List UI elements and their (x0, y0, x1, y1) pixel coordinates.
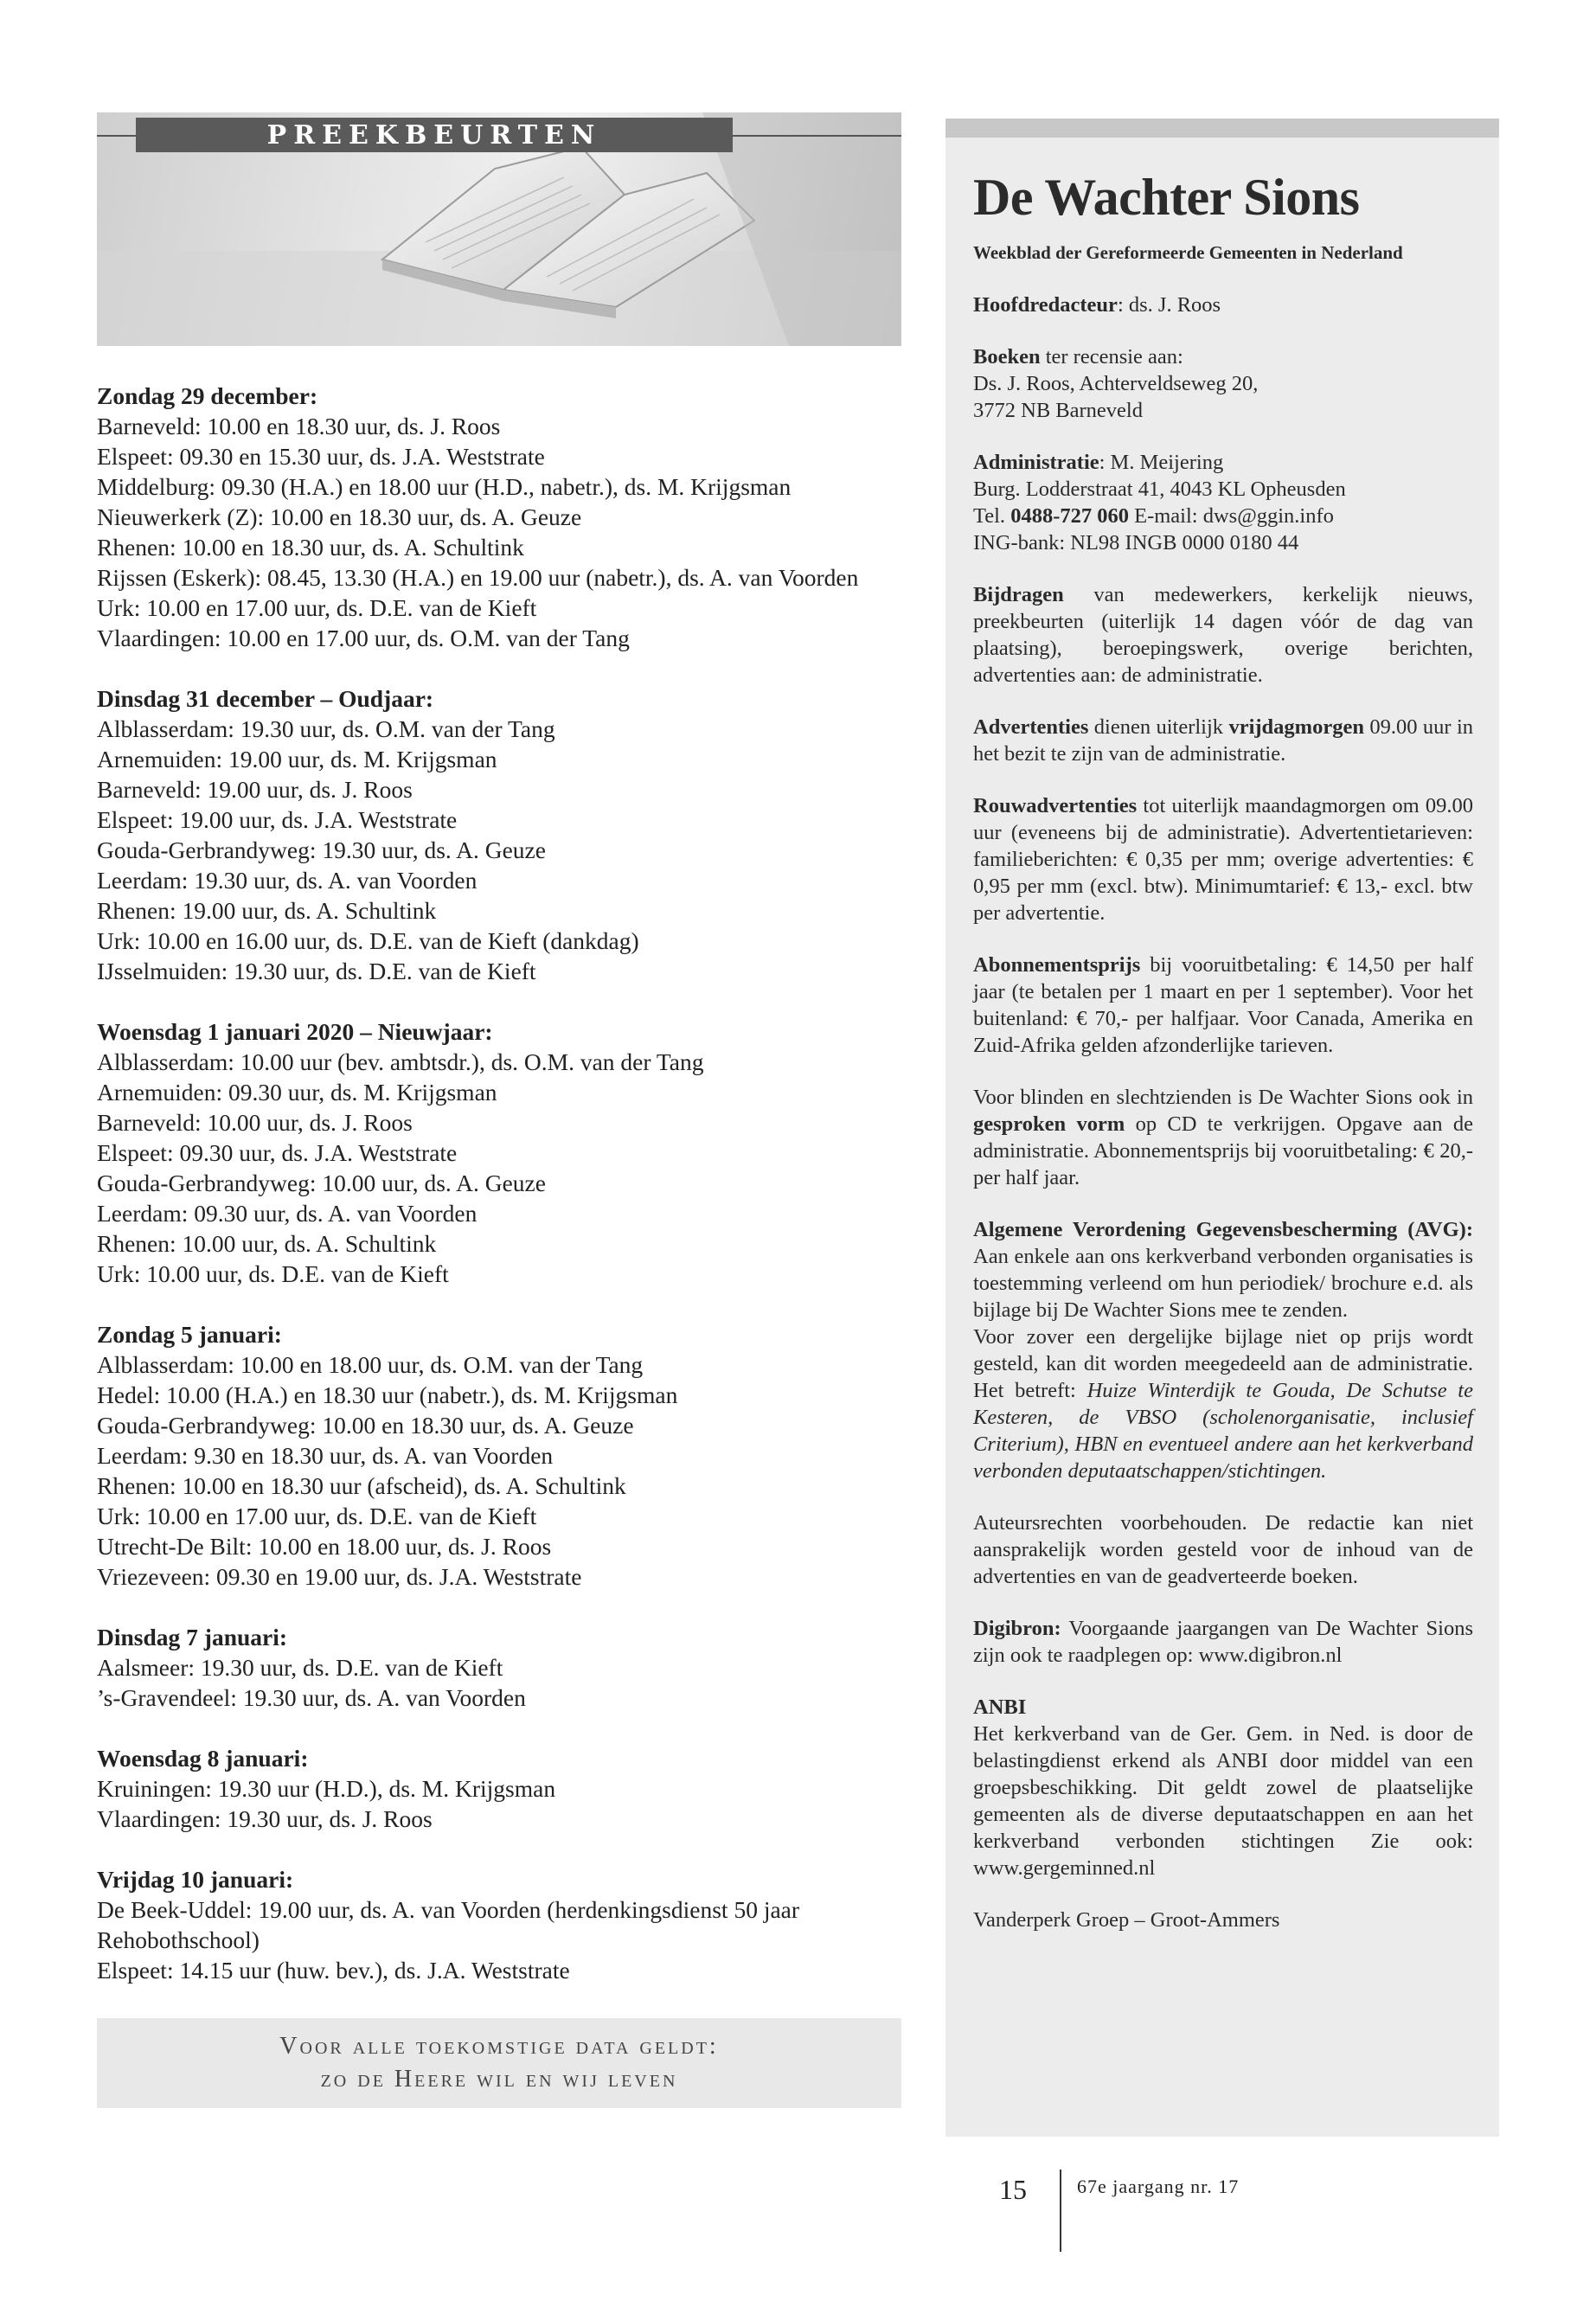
schedule-entry: Elspeet: 14.15 uur (huw. bev.), ds. J.A. Weststrate (97, 1957, 570, 1984)
editor-value: : ds. J. Roos (1117, 293, 1221, 317)
schedule-day-title: Zondag 5 januari: (97, 1321, 282, 1348)
schedule-day-title: Woensdag 1 januari 2020 – Nieuwjaar: (97, 1018, 493, 1045)
masthead-title: De Wachter Sions (973, 169, 1360, 226)
books-value: ter recensie aan: (1040, 345, 1183, 369)
schedule-entry: Leerdam: 09.30 uur, ds. A. van Voorden (97, 1200, 478, 1227)
schedule-day (97, 1743, 901, 1834)
avg-organisations: Huize Winterdijk te Gouda, De Schutse te Kesteren, de VBSO (scholenorganisatie, inclusief Criterium), HBN en eventueel andere aan het kerkverband verbonden deputaatschappen/stichtingen. (973, 1379, 1473, 1483)
schedule-day (97, 1622, 901, 1713)
schedule-entry: Rhenen: 10.00 en 18.30 uur, ds. A. Schultink (97, 534, 524, 561)
schedule-entry: Middelburg: 09.30 (H.A.) en 18.00 uur (H.D., nabetr.), ds. M. Krijgsman (97, 473, 792, 500)
closing-note-box (97, 2018, 901, 2108)
schedule-entry: Aalsmeer: 19.30 uur, ds. D.E. van de Kieft (97, 1654, 503, 1681)
schedule-entry: Vlaardingen: 19.30 uur, ds. J. Roos (97, 1805, 433, 1832)
copyright-info: Auteursrechten voorbehouden. De redactie kan niet aansprakelijk worden gesteld voor de inhoud van de advertenties en van de geadverteerde boeken. (973, 1511, 1473, 1588)
schedule-entry: Utrecht-De Bilt: 10.00 en 18.00 uur, ds. J. Roos (97, 1533, 552, 1560)
books-info (973, 343, 1473, 424)
schedule-entry: Gouda-Gerbrandyweg: 10.00 en 18.30 uur, ds. A. Geuze (97, 1412, 634, 1439)
editor-info (973, 292, 1473, 318)
issue-label: 67e jaargang nr. 17 (1077, 2176, 1240, 2197)
schedule-day-title: Dinsdag 31 december – Oudjaar: (97, 685, 434, 712)
ads-text-2: 09.00 uur in het bezit te zijn van de administratie. (973, 715, 1474, 766)
admin-address: Burg. Lodderstraat 41, 4043 KL Opheusden (973, 478, 1346, 501)
avg-text-2 (973, 1324, 1473, 1484)
admin-value: : M. Meijering (1099, 451, 1224, 474)
schedule-entry: Alblasserdam: 10.00 uur (bev. ambtsdr.), ds. O.M. van der Tang (97, 1048, 704, 1075)
schedule-day (97, 1016, 901, 1289)
books-address-1: Ds. J. Roos, Achterveldseweg 20, (973, 372, 1259, 395)
left-column (97, 112, 901, 2108)
printer-info: Vanderperk Groep – Groot-Ammers (973, 1908, 1280, 1932)
books-address-2: 3772 NB Barneveld (973, 399, 1143, 422)
tel-label: Tel. (973, 504, 1011, 528)
schedule-entry: Alblasserdam: 19.30 uur, ds. O.M. van der Tang (97, 715, 555, 742)
admin-contact (973, 503, 1473, 529)
preekbeurten-banner (97, 112, 901, 346)
schedule-day-title: Zondag 29 december: (97, 382, 318, 409)
blind-bold: gesproken vorm (973, 1112, 1125, 1136)
schedule-day (97, 683, 901, 986)
page-footer-divider (1060, 2170, 1061, 2252)
schedule-entry: Rhenen: 10.00 en 18.30 uur (afscheid), ds. A. Schultink (97, 1472, 626, 1499)
schedule-entry: Leerdam: 19.30 uur, ds. A. van Voorden (97, 867, 478, 894)
schedule-entry: ’s-Gravendeel: 19.30 uur, ds. A. van Voorden (97, 1684, 526, 1711)
schedule-entry: Urk: 10.00 en 16.00 uur, ds. D.E. van de Kieft (dankdag) (97, 927, 639, 954)
digibron-info (973, 1615, 1473, 1669)
schedule-entry: Elspeet: 19.00 uur, ds. J.A. Weststrate (97, 806, 458, 833)
anbi-text: Het kerkverband van de Ger. Gem. in Ned. is door de belastingdienst erkend als ANBI door middel van een groepsbeschikking. Dit geldt zowel de plaatselijke gemeenten als de diverse deputaatschappen en aan het kerkverband verbonden stichtingen Zie ook: www.gergeminned.nl (973, 1722, 1473, 1880)
subscription-info (973, 952, 1473, 1059)
sub-text: bij vooruitbetaling: € 14,50 per half jaar (te betalen per 1 maart en per 1 september). Voor het buitenland: € 70,- per halfjaar. Voor Canada, Amerika en Zuid-Afrika gelden afzonderlijke tarieven. (973, 953, 1473, 1057)
schedule-day-title: Woensdag 8 januari: (97, 1745, 309, 1772)
mourning-ads-info (973, 792, 1473, 926)
schedule-entry: De Beek-Uddel: 19.00 uur, ds. A. van Voorden (herdenkingsdienst 50 jaar (97, 1896, 800, 1923)
section-title: PREEKBEURTEN (136, 118, 733, 152)
schedule-day-title: Dinsdag 7 januari: (97, 1624, 288, 1650)
schedule-entry: Vlaardingen: 10.00 en 17.00 uur, ds. O.M. van der Tang (97, 625, 630, 651)
mourn-text: tot uiterlijk maandagmorgen om 09.00 uur (eveneens bij de administratie). Advertentietarieven: familieberichten: € 0,35 per mm; overige advertenties: € 0,95 per mm (excl. btw). Minimumtarief: € 13,- excl. btw per advertentie. (973, 794, 1473, 925)
admin-info (973, 449, 1473, 556)
audio-edition-info (973, 1084, 1473, 1191)
admin-label: Administratie (973, 451, 1099, 474)
contrib-text: van medewerkers, kerkelijk nieuws, preekbeurten (uiterlijk 14 dagen vóór de dag van plaatsing), beroepingswerk, overige berichten, advertenties aan: de administratie. (973, 583, 1473, 687)
colophon-panel (945, 119, 1499, 2137)
blind-text-2: op CD te verkrijgen. Opgave aan de administratie. Abonnementsprijs bij vooruitbetaling: € 20,- per half jaar. (973, 1112, 1474, 1189)
schedule-entry: Barneveld: 10.00 uur, ds. J. Roos (97, 1109, 413, 1136)
schedule-entry: Leerdam: 9.30 en 18.30 uur, ds. A. van Voorden (97, 1442, 554, 1469)
schedule-entry: IJsselmuiden: 19.30 uur, ds. D.E. van de Kieft (97, 958, 536, 984)
schedule-entry: Gouda-Gerbrandyweg: 10.00 uur, ds. A. Geuze (97, 1170, 546, 1196)
masthead-subtitle: Weekblad der Gereformeerde Gemeenten in Nederland (973, 242, 1403, 263)
sermon-schedule (97, 381, 901, 1985)
digibron-label: Digibron: (973, 1617, 1061, 1640)
ads-deadline: vrijdagmorgen (1228, 715, 1364, 739)
schedule-entry: Alblasserdam: 10.00 en 18.00 uur, ds. O.M. van der Tang (97, 1351, 644, 1378)
schedule-entry: Rhenen: 19.00 uur, ds. A. Schultink (97, 897, 437, 924)
admin-bank: ING-bank: NL98 INGB 0000 0180 44 (973, 531, 1299, 554)
schedule-entry: Kruiningen: 19.30 uur (H.D.), ds. M. Krijgsman (97, 1775, 556, 1802)
schedule-entry: Elspeet: 09.30 uur, ds. J.A. Weststrate (97, 1139, 458, 1166)
schedule-entry: Nieuwerkerk (Z): 10.00 en 18.30 uur, ds. A. Geuze (97, 503, 582, 530)
schedule-entry: Urk: 10.00 en 17.00 uur, ds. D.E. van de Kieft (97, 594, 537, 621)
schedule-entry: Elspeet: 09.30 en 15.30 uur, ds. J.A. Weststrate (97, 443, 545, 470)
avg-text-2-plain: Voor zover een dergelijke bijlage niet op prijs wordt gesteld, kan dit worden meegedeeld aan de administratie. Het betreft: (973, 1325, 1473, 1402)
editor-label: Hoofdredacteur (973, 293, 1118, 317)
admin-phone: 0488-727 060 (1010, 504, 1129, 528)
avg-info (973, 1216, 1473, 1484)
schedule-entry: Barneveld: 10.00 en 18.30 uur, ds. J. Roos (97, 413, 501, 439)
books-label: Boeken (973, 345, 1041, 369)
schedule-entry: Vriezeveen: 09.30 en 19.00 uur, ds. J.A. Weststrate (97, 1563, 582, 1590)
contrib-label: Bijdragen (973, 583, 1064, 606)
schedule-entry: Hedel: 10.00 (H.A.) en 18.30 uur (nabetr.), ds. M. Krijgsman (97, 1381, 678, 1408)
admin-email: E-mail: dws@ggin.info (1128, 504, 1334, 528)
schedule-day (97, 1319, 901, 1592)
schedule-entry: Urk: 10.00 en 17.00 uur, ds. D.E. van de Kieft (97, 1503, 537, 1529)
contributions-info (973, 581, 1473, 689)
schedule-entry: Arnemuiden: 09.30 uur, ds. M. Krijgsman (97, 1079, 497, 1106)
closing-note-line-2: zo de Heere wil en wij leven (320, 2066, 678, 2093)
closing-note-line-1: Voor alle toekomstige data geldt: (279, 2033, 719, 2060)
ads-text-1: dienen uiterlijk (1088, 715, 1229, 739)
ads-label: Advertenties (973, 715, 1089, 739)
schedule-entry: Rhenen: 10.00 uur, ds. A. Schultink (97, 1230, 437, 1257)
ads-info (973, 714, 1473, 767)
avg-text: Aan enkele aan ons kerkverband verbonden organisaties is toestemming verleend om hun periodiek/ brochure e.d. als bijlage bij De Wachter Sions mee te zenden. (973, 1245, 1473, 1322)
anbi-label: ANBI (973, 1695, 1027, 1719)
schedule-entry: Rijssen (Eskerk): 08.45, 13.30 (H.A.) en 19.00 uur (nabetr.), ds. A. van Voorden (97, 564, 859, 591)
sub-label: Abonnementsprijs (973, 953, 1141, 977)
mourn-label: Rouwadvertenties (973, 794, 1138, 817)
page-number: 15 (999, 2174, 1027, 2205)
digibron-text: Voorgaande jaargangen van De Wachter Sions zijn ook te raadplegen op: www.digibron.nl (973, 1617, 1473, 1667)
schedule-entry: Barneveld: 19.00 uur, ds. J. Roos (97, 776, 413, 803)
schedule-entry: Gouda-Gerbrandyweg: 19.30 uur, ds. A. Geuze (97, 836, 546, 863)
schedule-day (97, 381, 901, 653)
schedule-day (97, 1864, 901, 1985)
schedule-entry: Arnemuiden: 19.00 uur, ds. M. Krijgsman (97, 746, 497, 772)
schedule-entry: Rehobothschool) (97, 1926, 260, 1953)
schedule-entry: Urk: 10.00 uur, ds. D.E. van de Kieft (97, 1260, 449, 1287)
blind-text-1: Voor blinden en slechtzienden is De Wachter Sions ook in (973, 1086, 1473, 1109)
anbi-info (973, 1694, 1473, 1881)
avg-label: Algemene Verordening Gegevensbescherming (AVG): (973, 1218, 1473, 1241)
schedule-day-title: Vrijdag 10 januari: (97, 1866, 294, 1893)
